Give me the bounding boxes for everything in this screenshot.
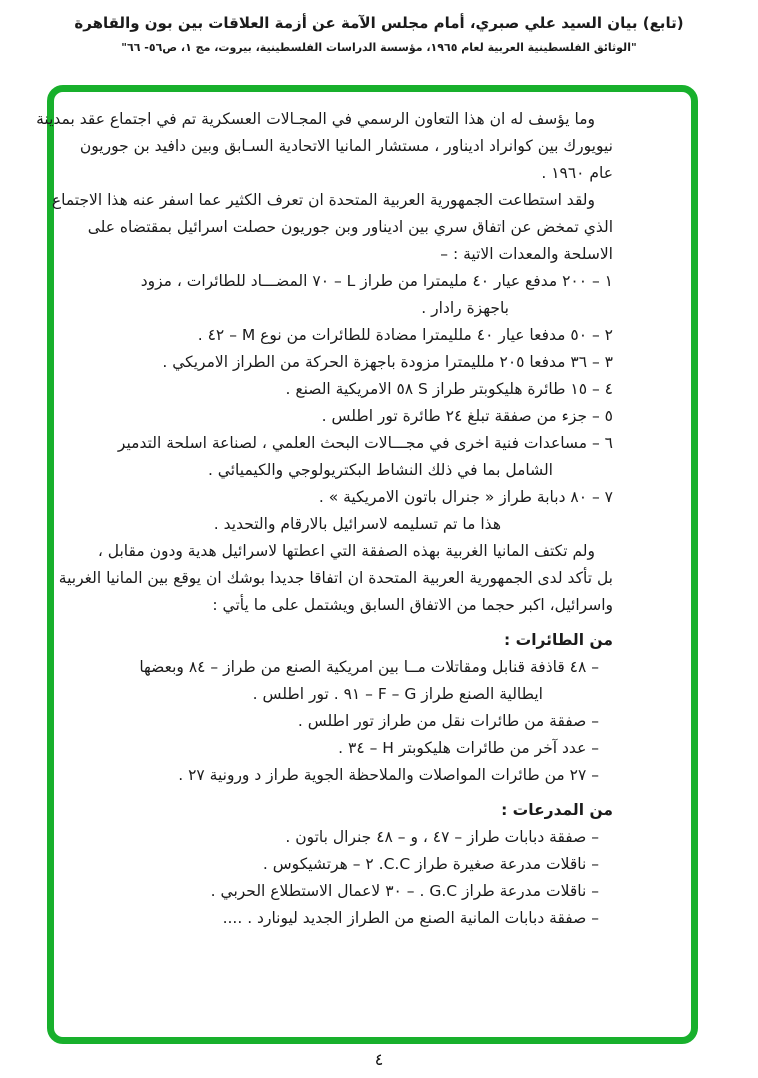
list-item-6: ٦ – مساعدات فنية اخرى في مجـــالات البحث العلمي ، لصناعة اسلحة التدمير	[117, 434, 613, 452]
list-item-3: ٣ – ٣٦ مدفعا ٢٠٥ ملليمترا مزودة باجهزة الحركة من الطراز الامريكي .	[162, 353, 613, 371]
text-line: هذا ما تم تسليمه لاسرائيل بالارقام والتحديد .	[213, 515, 501, 533]
list-item-6-continuation: الشامل بما في ذلك النشاط البكتريولوجي والكيميائي .	[207, 461, 553, 479]
green-border-frame	[36, 85, 698, 1044]
text-line: ولم تكتف المانيا الغربية بهذه الصفقة التي اعطتها لاسرائيل هدية ودون مقابل ،	[97, 542, 595, 560]
aircraft-item: – صفقة من طائرات نقل من طراز تور اطلس .	[297, 712, 599, 730]
list-item-1-continuation: باجهزة رادار .	[421, 299, 509, 317]
list-item-2: ٢ – ٥٠ مدفعا عيار ٤٠ ملليمترا مضادة للطائرات من نوع M – ٤٢ .	[197, 326, 613, 344]
armor-item: – صفقة دبابات المانية الصنع من الطراز الجديد ليونارد . ....	[222, 909, 599, 927]
text-line: بل تأكد لدى الجمهورية العربية المتحدة ان اتفاقا جديدا بوشك ان يوقع بين المانيا الغربية	[58, 569, 613, 587]
aircraft-item: – ٢٧ من طائرات المواصلات والملاحظة الجوية طراز د ورونية ٢٧ .	[178, 766, 599, 784]
text-line: واسرائيل، اكبر حجما من الاتفاق السابق ويشتمل على ما يأتي :	[212, 596, 613, 614]
text-line: الذي تمخض عن اتفاق سري بين اديناور وبن جوريون حصلت اسرائيل بمقتضاه على	[87, 218, 613, 236]
armor-item: – صفقة دبابات طراز – ٤٧ ، و – ٤٨ جنرال باتون .	[285, 828, 599, 846]
section-heading-armor: من المدرعات :	[501, 801, 613, 819]
section-heading-aircraft: من الطائرات :	[504, 631, 613, 649]
text-line: وما يؤسف له ان هذا التعاون الرسمي في المجـالات العسكرية تم في اجتماع عقد بمدينة	[36, 110, 595, 128]
page-number: ٤	[374, 1050, 384, 1069]
header-title: (تابع) بيان السيد علي صبري، أمام مجلس الآمة عن أزمة العلاقات بين بون والقاهرة	[74, 14, 684, 32]
text-line: الاسلحة والمعدات الاتية : –	[440, 245, 613, 263]
header-source-citation: "الوثائق الفلسطينية العربية لعام ١٩٦٥، مؤسسة الدراسات الفلسطينية، بيروت، مج ١، ص٥٦- ٦٦"	[121, 41, 637, 54]
text-line: ولقد استطاعت الجمهورية العربية المتحدة ان تعرف الكثير عما اسفر عنه هذا الاجتماع	[51, 191, 595, 209]
armor-item: – ناقلات مدرعة صغيرة طراز C.C. ٢ – هرتشيكوس .	[262, 855, 599, 873]
list-item-5: ٥ – جزء من صفقة تبلغ ٢٤ طائرة تور اطلس .	[321, 407, 613, 425]
document-header	[0, 14, 758, 54]
aircraft-item: – عدد آخر من طائرات هليكوبتر H – ٣٤ .	[338, 739, 599, 757]
list-item-7: ٧ – ٨٠ دبابة طراز « جنرال باتون الامريكية » .	[318, 488, 613, 506]
aircraft-item-continuation: ايطالية الصنع طراز F – G – ٩١ . تور اطلس .	[252, 685, 543, 703]
armor-item: – ناقلات مدرعة طراز G.C . – ٣٠ لاعمال الاستطلاع الحربي .	[210, 882, 599, 900]
aircraft-item: – ٤٨ قاذفة قنابل ومقاتلات مــا بين امريكية الصنع من طراز – ٨٤ وبعضها	[139, 658, 599, 676]
list-item-1: ١ – ٢٠٠ مدفع عيار ٤٠ مليمترا من طراز L – ٧٠ المضـــاد للطائرات ، مزود	[140, 272, 613, 290]
text-line: نيويورك بين كوانراد اديناور ، مستشار المانيا الاتحادية السـابق وبين دافيد بن جوريون	[79, 137, 613, 155]
body-text-column	[36, 106, 613, 932]
text-line: عام ١٩٦٠ .	[541, 164, 613, 182]
list-item-4: ٤ – ١٥ طائرة هليكوبتر طراز S ٥٨ الامريكية الصنع .	[285, 380, 613, 398]
